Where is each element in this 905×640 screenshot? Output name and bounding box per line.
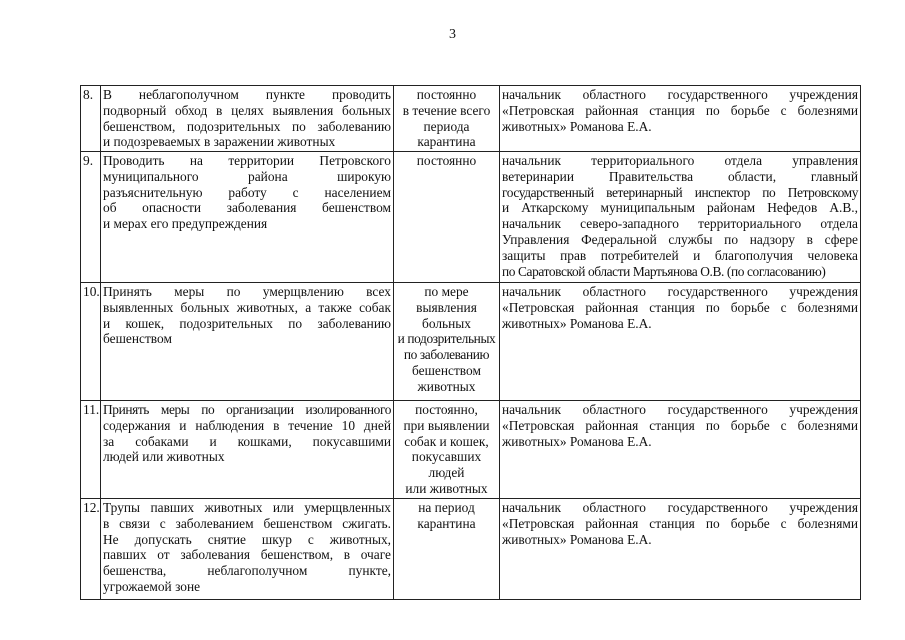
text-line: людей или животных <box>103 449 225 465</box>
text-line: животных» Романова Е.А. <box>502 315 652 331</box>
page-number: 3 <box>449 27 456 42</box>
text-line: по заболеванию <box>403 347 490 363</box>
text-line: Не допускать снятие шкур с животных, <box>103 531 391 547</box>
text-line: за собаками и кошками, покусавшими <box>103 433 391 449</box>
text-line: «Петровская районная станция по борьбе с болезнями <box>502 515 858 531</box>
text-line: «Петровская районная станция по борьбе с болезнями <box>502 299 858 315</box>
table-row <box>81 283 861 401</box>
text-line: по Саратовской области Мартьянова О.В. (по согласованию) <box>502 263 826 279</box>
text-line: начальник областного государственного учреждения <box>502 284 858 299</box>
text-line: «Петровская районная станция по борьбе с болезнями <box>502 417 858 433</box>
text-line: Проводить на территории Петровского <box>103 153 391 168</box>
text-line: содержания и наблюдения в течение 10 дней <box>103 417 391 433</box>
text-line: павших от заболевания бешенством, в очаге <box>103 547 391 563</box>
text-line: собак и кошек, <box>404 433 489 449</box>
term-cell <box>394 401 500 499</box>
text-line: разъяснительную работу с населением <box>103 184 391 200</box>
action-cell <box>101 86 394 152</box>
term-cell <box>394 86 500 152</box>
measures-table <box>80 85 861 600</box>
action-cell <box>101 401 394 499</box>
action-cell <box>101 283 394 401</box>
text-line: животных <box>417 378 476 394</box>
text-line: об опасности заболевания бешенством <box>103 200 391 216</box>
text-line: бешенством, подозрительных по заболеванию <box>103 118 391 134</box>
text-line: подворный обход в целях выявления больных <box>103 102 391 118</box>
text-line: покусавших <box>411 449 482 465</box>
text-line: и подозрительных <box>397 331 496 347</box>
text-line: выявленных больных животных, а также собак <box>103 299 391 315</box>
text-line: начальник областного государственного учреждения <box>502 500 858 515</box>
text-line: периода <box>423 118 470 134</box>
text-line: ветеринарии Правительства области, главный <box>502 168 858 184</box>
action-cell <box>101 152 394 283</box>
text-line: начальник территориального отдела управления <box>502 153 858 168</box>
text-line: и мерах его предупреждения <box>103 216 268 232</box>
text-line: карантина <box>417 134 476 150</box>
text-line: начальник областного государственного учреждения <box>502 87 858 102</box>
term-cell <box>394 283 500 401</box>
table-row <box>81 499 861 600</box>
text-line: постоянно, <box>415 402 478 417</box>
text-line: Трупы павших животных или умерщвленных <box>103 500 391 515</box>
text-line: Управления Федеральной службы по надзору в сфере <box>502 231 858 247</box>
text-line: бешенством <box>412 362 481 378</box>
text-line: Принять меры по умерщвлению всех <box>103 284 391 299</box>
text-line: начальник областного государственного учреждения <box>502 402 858 417</box>
responsible-cell <box>500 86 861 152</box>
text-line: животных» Романова Е.А. <box>502 118 652 134</box>
row-number: 10. <box>81 283 101 401</box>
text-line: государственный ветеринарный инспектор по Петровскому <box>502 184 858 200</box>
responsible-cell <box>500 499 861 600</box>
text-line: в течение всего <box>402 102 491 118</box>
row-number: 11. <box>81 401 101 499</box>
text-line: и кошек, подозрительных по заболеванию <box>103 315 391 331</box>
text-line: на период <box>418 500 475 515</box>
row-number: 9. <box>81 152 101 283</box>
text-line: постоянно <box>416 87 477 102</box>
text-line: при выявлении <box>403 417 490 433</box>
text-line: карантина <box>417 515 476 531</box>
text-line: угрожаемой зоне <box>103 578 201 594</box>
text-line: бешенства, неблагополучном пункте, <box>103 563 391 579</box>
text-line: по мере <box>424 284 469 299</box>
text-line: муниципального района широкую <box>103 168 391 184</box>
text-line: людей <box>428 465 465 481</box>
action-cell <box>101 499 394 600</box>
responsible-cell <box>500 152 861 283</box>
text-line: Принять меры по организации изолированного <box>103 402 391 417</box>
row-number: 8. <box>81 86 101 152</box>
text-line: выявления <box>416 299 477 315</box>
text-line: и Аткарскому муниципальным районам Нефедов А.В., <box>502 200 858 216</box>
text-line: или животных <box>405 480 488 496</box>
text-line: В неблагополучном пункте проводить <box>103 87 391 102</box>
text-line: и подозреваемых в заражении животных <box>103 134 336 150</box>
table-row <box>81 152 861 283</box>
responsible-cell <box>500 283 861 401</box>
responsible-cell <box>500 401 861 499</box>
text-line: в связи с заболеванием бешенством сжигать. <box>103 515 391 531</box>
text-line: животных» Романова Е.А. <box>502 433 652 449</box>
text-line: «Петровская районная станция по борьбе с болезнями <box>502 102 858 118</box>
text-line: больных <box>422 315 471 331</box>
row-number: 12. <box>81 499 101 600</box>
term-cell <box>394 152 500 283</box>
table-row <box>81 401 861 499</box>
text-line: бешенством <box>103 331 172 347</box>
table-row <box>81 86 861 152</box>
text-line: животных» Романова Е.А. <box>502 531 652 547</box>
text-line: защиты прав потребителей и благополучия человека <box>502 247 858 263</box>
term-cell <box>394 499 500 600</box>
text-line: постоянно <box>416 153 477 168</box>
text-line: начальник северо-западного территориального отдела <box>502 216 858 232</box>
